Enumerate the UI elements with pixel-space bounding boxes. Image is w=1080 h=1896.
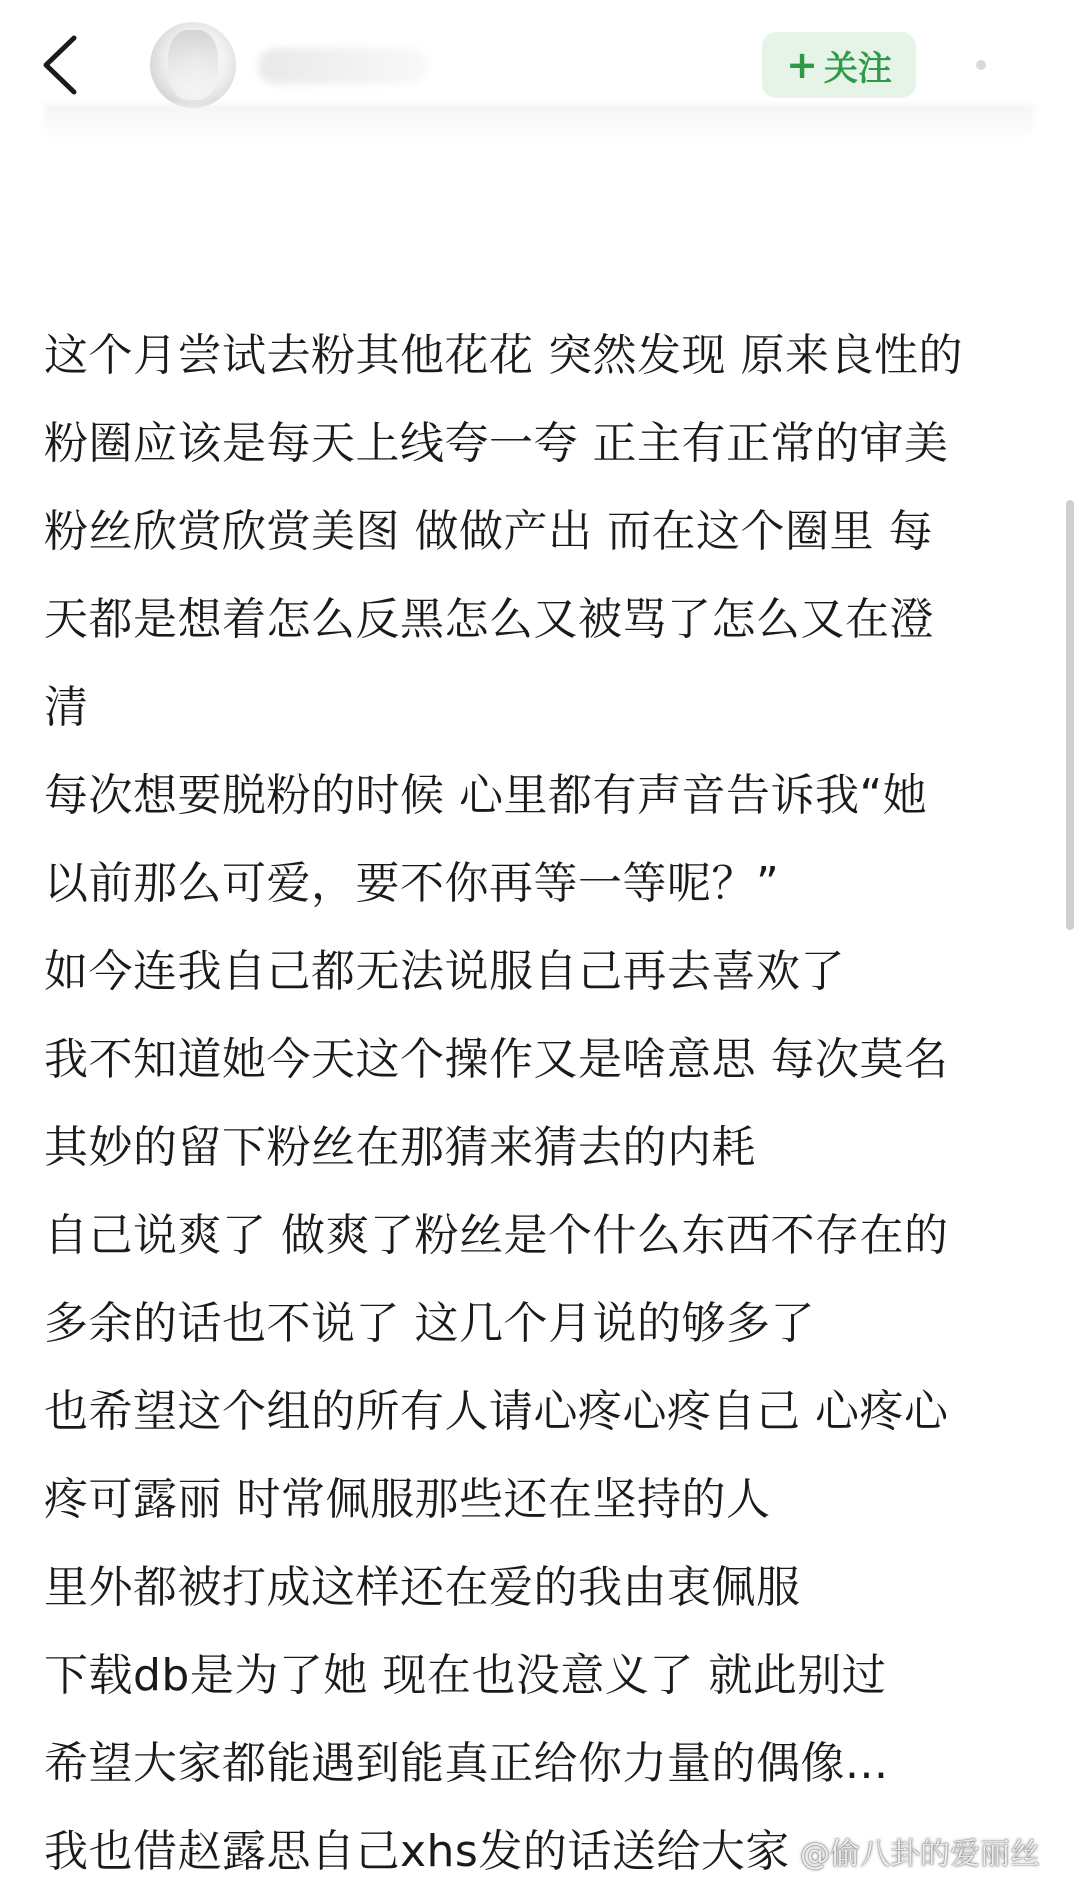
header-divider <box>44 104 1034 144</box>
chevron-left-icon <box>36 30 86 100</box>
username-blurred[interactable] <box>258 48 428 84</box>
post-line: 自己说爽了 做爽了粉丝是个什么东西不存在的 <box>44 1210 949 1261</box>
back-button[interactable] <box>36 30 86 100</box>
post-line: 每次想要脱粉的时候 心里都有声音告诉我“她 <box>44 770 928 821</box>
avatar[interactable] <box>150 22 236 108</box>
post-line: 也希望这个组的所有人请心疼心疼自己 心疼心 <box>44 1386 949 1437</box>
plus-icon: + <box>786 43 818 87</box>
avatar-image <box>168 30 218 100</box>
post-line: 粉圈应该是每天上线夸一夸 正主有正常的审美 <box>44 418 949 469</box>
post-line: 里外都被打成这样还在爱的我由衷佩服 <box>44 1562 801 1613</box>
follow-label: 关注 <box>823 48 892 89</box>
post-line: 我不知道她今天这个操作又是啥意思 每次莫名 <box>44 1034 949 1085</box>
post-line: 希望大家都能遇到能真正给你力量的偶像... <box>44 1738 889 1789</box>
post-line: 以前那么可爱，要不你再等一等呢？” <box>44 858 780 909</box>
top-bar <box>0 0 1080 150</box>
more-icon[interactable] <box>976 60 986 70</box>
post-line: 下载db是为了她 现在也没意义了 就此别过 <box>44 1650 887 1701</box>
follow-button[interactable] <box>762 32 916 98</box>
scrollbar[interactable] <box>1066 500 1074 930</box>
post-line: 天都是想着怎么反黑怎么又被骂了怎么又在澄 <box>44 594 934 645</box>
post-line: 粉丝欣赏欣赏美图 做做产出 而在这个圈里 每 <box>44 506 933 557</box>
post-line: 我也借赵露思自己xhs发的话送给大家 <box>44 1826 790 1877</box>
post-line: 多余的话也不说了 这几个月说的够多了 <box>44 1298 815 1349</box>
post-line: 疼可露丽 时常佩服那些还在坚持的人 <box>44 1474 771 1525</box>
scrollbar-thumb[interactable] <box>1066 500 1074 930</box>
post-body <box>44 312 1034 1896</box>
post-line: 清 <box>44 682 89 733</box>
post-line: 这个月尝试去粉其他花花 突然发现 原来良性的 <box>44 330 963 381</box>
watermark: @偷八卦的爱丽丝 <box>800 1837 1040 1872</box>
post-line: 如今连我自己都无法说服自己再去喜欢了 <box>44 946 845 997</box>
post-line: 其妙的留下粉丝在那猜来猜去的内耗 <box>44 1122 756 1173</box>
